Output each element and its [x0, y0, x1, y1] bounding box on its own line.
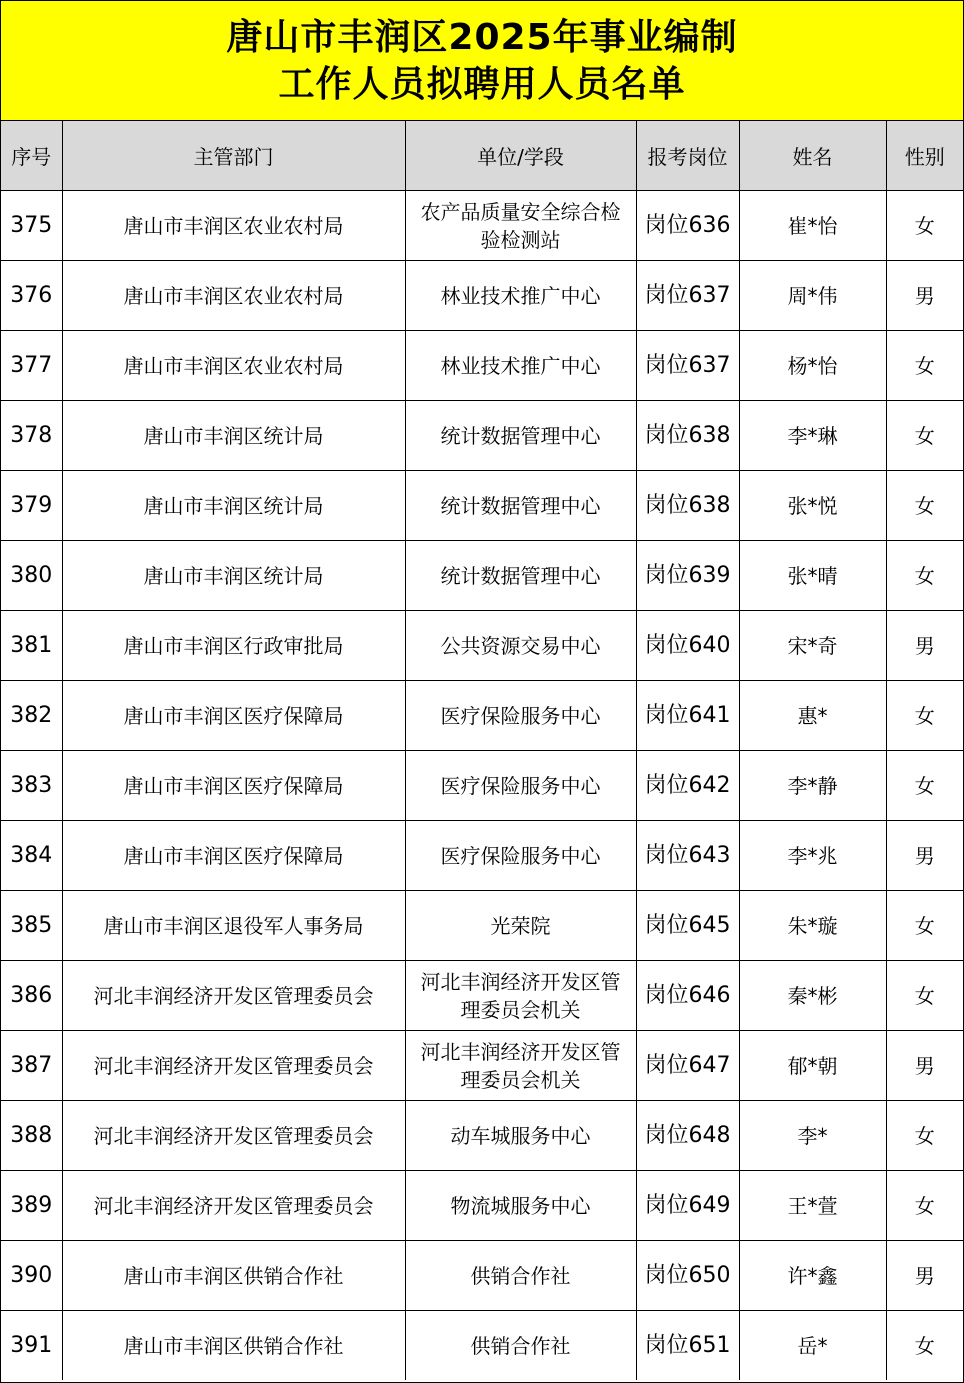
cell-unit: 公共资源交易中心: [405, 611, 636, 681]
cell-dept: 唐山市丰润区农业农村局: [62, 261, 405, 331]
cell-gender: 女: [886, 681, 963, 751]
cell-seq: 381: [1, 611, 62, 681]
cell-unit: 光荣院: [405, 891, 636, 961]
cell-name: 周*伟: [739, 261, 886, 331]
cell-post: 岗位638: [636, 401, 739, 471]
cell-post: 岗位646: [636, 961, 739, 1031]
cell-unit: 农产品质量安全综合检验检测站: [405, 191, 636, 261]
cell-dept: 唐山市丰润区统计局: [62, 471, 405, 541]
cell-seq: 384: [1, 821, 62, 891]
cell-seq: 378: [1, 401, 62, 471]
cell-unit: 动车城服务中心: [405, 1101, 636, 1171]
cell-post: 岗位640: [636, 611, 739, 681]
cell-dept: 唐山市丰润区统计局: [62, 401, 405, 471]
cell-seq: 387: [1, 1031, 62, 1101]
cell-dept: 唐山市丰润区农业农村局: [62, 191, 405, 261]
header-seq: 序号: [1, 121, 62, 191]
cell-post: 岗位642: [636, 751, 739, 821]
cell-name: 张*悦: [739, 471, 886, 541]
cell-gender: 女: [886, 331, 963, 401]
cell-dept: 唐山市丰润区统计局: [62, 541, 405, 611]
cell-post: 岗位651: [636, 1311, 739, 1381]
cell-seq: 380: [1, 541, 62, 611]
cell-seq: 382: [1, 681, 62, 751]
cell-seq: 385: [1, 891, 62, 961]
cell-post: 岗位639: [636, 541, 739, 611]
cell-post: 岗位647: [636, 1031, 739, 1101]
cell-seq: 390: [1, 1241, 62, 1311]
table-row: [1, 471, 963, 541]
cell-seq: 377: [1, 331, 62, 401]
table-row: [1, 821, 963, 891]
cell-name: 李*琳: [739, 401, 886, 471]
cell-post: 岗位648: [636, 1101, 739, 1171]
cell-name: 许*鑫: [739, 1241, 886, 1311]
cell-name: 宋*奇: [739, 611, 886, 681]
cell-gender: 女: [886, 891, 963, 961]
table-row: [1, 401, 963, 471]
table-row: [1, 961, 963, 1031]
cell-post: 岗位637: [636, 331, 739, 401]
table-row: [1, 611, 963, 681]
cell-unit: 医疗保险服务中心: [405, 681, 636, 751]
title-banner: [1, 1, 963, 121]
cell-seq: 386: [1, 961, 62, 1031]
cell-dept: 唐山市丰润区医疗保障局: [62, 821, 405, 891]
header-name: 姓名: [739, 121, 886, 191]
table-row: [1, 541, 963, 611]
cell-name: 惠*: [739, 681, 886, 751]
table-row: [1, 891, 963, 961]
cell-gender: 女: [886, 1171, 963, 1241]
header-unit: 单位/学段: [405, 121, 636, 191]
cell-post: 岗位650: [636, 1241, 739, 1311]
title-line-1: 唐山市丰润区2025年事业编制: [226, 16, 738, 58]
cell-dept: 唐山市丰润区农业农村局: [62, 331, 405, 401]
cell-name: 岳*: [739, 1311, 886, 1381]
cell-dept: 河北丰润经济开发区管理委员会: [62, 1171, 405, 1241]
cell-dept: 唐山市丰润区行政审批局: [62, 611, 405, 681]
cell-unit: 统计数据管理中心: [405, 471, 636, 541]
header-post: 报考岗位: [636, 121, 739, 191]
table-row: [1, 1031, 963, 1101]
cell-seq: 379: [1, 471, 62, 541]
table-row: [1, 191, 963, 261]
cell-name: 郁*朝: [739, 1031, 886, 1101]
cell-gender: 女: [886, 471, 963, 541]
table-header-row: [1, 121, 963, 191]
cell-post: 岗位638: [636, 471, 739, 541]
cell-post: 岗位637: [636, 261, 739, 331]
cell-unit: 医疗保险服务中心: [405, 751, 636, 821]
cell-seq: 383: [1, 751, 62, 821]
cell-dept: 河北丰润经济开发区管理委员会: [62, 1031, 405, 1101]
cell-post: 岗位636: [636, 191, 739, 261]
cell-name: 秦*彬: [739, 961, 886, 1031]
cell-unit: 供销合作社: [405, 1311, 636, 1381]
cell-unit: 医疗保险服务中心: [405, 821, 636, 891]
cell-unit: 统计数据管理中心: [405, 541, 636, 611]
cell-name: 张*晴: [739, 541, 886, 611]
cell-unit: 物流城服务中心: [405, 1171, 636, 1241]
table-row: [1, 681, 963, 751]
table-row: [1, 1311, 963, 1381]
cell-unit: 供销合作社: [405, 1241, 636, 1311]
cell-unit: 河北丰润经济开发区管理委员会机关: [405, 1031, 636, 1101]
cell-dept: 唐山市丰润区供销合作社: [62, 1241, 405, 1311]
cell-name: 李*: [739, 1101, 886, 1171]
cell-name: 杨*怡: [739, 331, 886, 401]
header-gender: 性别: [886, 121, 963, 191]
table-row: [1, 261, 963, 331]
table-row: [1, 331, 963, 401]
cell-dept: 唐山市丰润区退役军人事务局: [62, 891, 405, 961]
title-line-2: 工作人员拟聘用人员名单: [278, 63, 686, 105]
table-body: [1, 191, 963, 1381]
cell-name: 崔*怡: [739, 191, 886, 261]
cell-name: 李*兆: [739, 821, 886, 891]
cell-seq: 375: [1, 191, 62, 261]
table-row: [1, 751, 963, 821]
cell-name: 李*静: [739, 751, 886, 821]
cell-post: 岗位643: [636, 821, 739, 891]
table-row: [1, 1171, 963, 1241]
cell-gender: 男: [886, 1241, 963, 1311]
cell-unit: 林业技术推广中心: [405, 331, 636, 401]
cell-gender: 女: [886, 191, 963, 261]
cell-gender: 女: [886, 1101, 963, 1171]
cell-gender: 男: [886, 1031, 963, 1101]
cell-unit: 河北丰润经济开发区管理委员会机关: [405, 961, 636, 1031]
table-row: [1, 1101, 963, 1171]
cell-gender: 女: [886, 401, 963, 471]
cell-gender: 男: [886, 821, 963, 891]
cell-gender: 男: [886, 261, 963, 331]
cell-unit: 统计数据管理中心: [405, 401, 636, 471]
cell-dept: 河北丰润经济开发区管理委员会: [62, 961, 405, 1031]
cell-gender: 女: [886, 961, 963, 1031]
cell-post: 岗位641: [636, 681, 739, 751]
cell-seq: 391: [1, 1311, 62, 1381]
cell-dept: 河北丰润经济开发区管理委员会: [62, 1101, 405, 1171]
cell-gender: 女: [886, 541, 963, 611]
cell-gender: 女: [886, 751, 963, 821]
cell-name: 王*萱: [739, 1171, 886, 1241]
cell-post: 岗位649: [636, 1171, 739, 1241]
cell-dept: 唐山市丰润区供销合作社: [62, 1311, 405, 1381]
table-row: [1, 1241, 963, 1311]
cell-gender: 女: [886, 1311, 963, 1381]
cell-unit: 林业技术推广中心: [405, 261, 636, 331]
cell-seq: 389: [1, 1171, 62, 1241]
cell-post: 岗位645: [636, 891, 739, 961]
hiring-table: [1, 121, 963, 1380]
header-dept: 主管部门: [62, 121, 405, 191]
cell-dept: 唐山市丰润区医疗保障局: [62, 681, 405, 751]
cell-name: 朱*璇: [739, 891, 886, 961]
cell-dept: 唐山市丰润区医疗保障局: [62, 751, 405, 821]
cell-seq: 376: [1, 261, 62, 331]
cell-gender: 男: [886, 611, 963, 681]
cell-seq: 388: [1, 1101, 62, 1171]
